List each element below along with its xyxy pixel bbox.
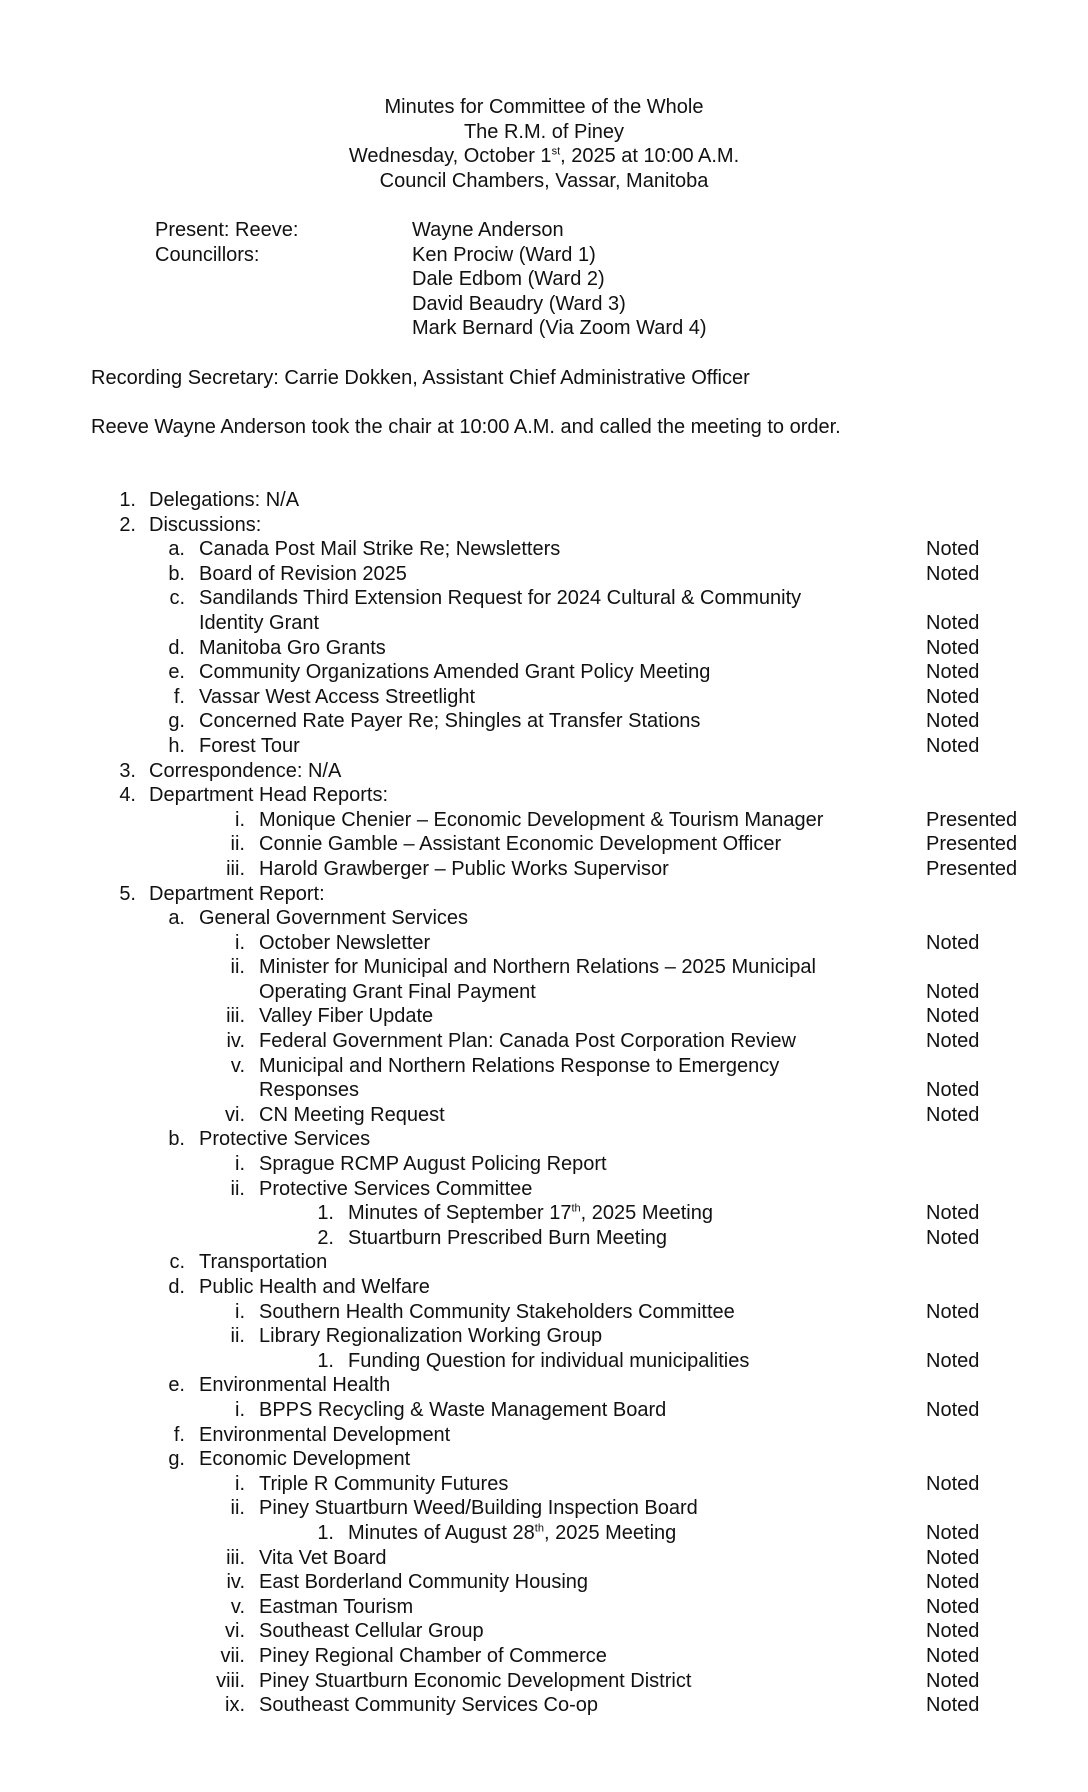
- agenda-item-title-cont: , 2025 Meeting: [543, 1521, 677, 1544]
- agenda-item: [0, 808, 1088, 833]
- reeve-label: Present: Reeve:: [155, 219, 299, 241]
- agenda-item: [0, 1349, 1088, 1374]
- agenda-item-number: i.: [235, 1153, 245, 1176]
- agenda-item-text: [259, 931, 430, 956]
- agenda-item-text: [259, 1496, 698, 1521]
- agenda-item-text: [259, 1595, 413, 1620]
- agenda-item: [0, 1398, 1088, 1423]
- agenda-item-title: Municipal and Northern Relations Response to Emergency: [259, 1054, 780, 1077]
- agenda-item-text: [199, 1275, 430, 1300]
- agenda-item: [0, 1152, 1088, 1177]
- header-title: Minutes for Committee of the Whole: [384, 96, 704, 118]
- agenda-item: [0, 1447, 1088, 1472]
- agenda-item-title: Environmental Development: [199, 1423, 451, 1446]
- agenda-item-title: Southern Health Community Stakeholders Committee: [259, 1300, 735, 1323]
- agenda-item-text: [199, 1423, 450, 1448]
- call-to-order: Reeve Wayne Anderson took the chair at 10:00 A.M. and called the meeting to order.: [91, 416, 841, 438]
- agenda-item-text: [149, 882, 325, 907]
- attendance-block: [0, 218, 1088, 341]
- agenda-item-title: CN Meeting Request: [259, 1103, 445, 1126]
- agenda-item-text: [199, 611, 319, 636]
- agenda-item-text: [259, 1004, 433, 1029]
- agenda-item-text: [259, 832, 781, 857]
- agenda-item-text: [259, 1472, 508, 1497]
- agenda-item-title: East Borderland Community Housing: [259, 1571, 589, 1594]
- agenda-item-number: b.: [168, 1128, 185, 1151]
- recording-secretary: Recording Secretary: Carrie Dokken, Assistant Chief Administrative Officer: [91, 367, 750, 389]
- agenda-item-status: Noted: [926, 636, 980, 659]
- agenda-item-number: 4.: [119, 784, 136, 807]
- agenda-item: [0, 1226, 1088, 1251]
- agenda-item: [0, 537, 1088, 562]
- agenda-list: [0, 488, 1088, 1718]
- agenda-item-text: [259, 1669, 691, 1694]
- agenda-item-number: iii.: [226, 857, 245, 880]
- agenda-item-title: Responses: [259, 1079, 360, 1102]
- agenda-item-number: h.: [168, 734, 185, 757]
- agenda-item-number: vi.: [225, 1103, 245, 1126]
- agenda-item-title: Southeast Cellular Group: [259, 1620, 484, 1643]
- agenda-item-number: vi.: [225, 1620, 245, 1643]
- agenda-item-number: 1.: [317, 1521, 334, 1544]
- agenda-item-number: a.: [168, 538, 185, 561]
- agenda-item-number: ii.: [230, 833, 245, 856]
- councillor-name: David Beaudry (Ward 3): [412, 292, 626, 315]
- agenda-item-text: [199, 906, 468, 931]
- ordinal-suffix: th: [534, 1522, 544, 1535]
- reeve-name: Wayne Anderson: [412, 219, 564, 241]
- agenda-item-title: Protective Services Committee: [259, 1177, 533, 1200]
- agenda-item-number: g.: [168, 1448, 185, 1471]
- agenda-item: [0, 906, 1088, 931]
- councillor-name: Dale Edbom (Ward 2): [412, 268, 605, 291]
- agenda-item: [0, 1570, 1088, 1595]
- agenda-item-number: c.: [169, 1251, 185, 1274]
- agenda-item-text: [259, 1398, 666, 1423]
- agenda-item-number: ii.: [230, 1325, 245, 1348]
- agenda-item: [0, 1521, 1088, 1546]
- agenda-item-number: 1.: [317, 1202, 334, 1225]
- agenda-item-title-cont: , 2025 Meeting: [580, 1202, 713, 1225]
- agenda-item-text: [348, 1201, 713, 1226]
- agenda-item-number: 1.: [119, 489, 136, 511]
- agenda-item-status: Noted: [926, 685, 980, 708]
- agenda-item-title: Transportation: [199, 1251, 328, 1274]
- agenda-item-title: Discussions:: [149, 513, 262, 536]
- attendance-row-councillor: [0, 267, 1088, 292]
- agenda-item-number: f.: [173, 1423, 185, 1446]
- agenda-item-title: Eastman Tourism: [259, 1595, 414, 1618]
- agenda-item-text: [149, 488, 299, 513]
- councillor-name: Ken Prociw (Ward 1): [412, 243, 596, 266]
- agenda-item: [0, 857, 1088, 882]
- agenda-item: [0, 1324, 1088, 1349]
- agenda-item-number: g.: [168, 710, 185, 733]
- agenda-item-number: ix.: [225, 1694, 245, 1717]
- agenda-item-text: [199, 636, 386, 661]
- agenda-item-title: Operating Grant Final Payment: [259, 980, 536, 1003]
- agenda-item-number: ii.: [230, 1497, 245, 1520]
- agenda-item-number: viii.: [216, 1669, 245, 1692]
- agenda-item: [0, 660, 1088, 685]
- agenda-item-status: Noted: [926, 734, 980, 757]
- agenda-item-number: iv.: [226, 1571, 245, 1594]
- agenda-item-status: Noted: [926, 1644, 980, 1667]
- agenda-item-text: [199, 1373, 390, 1398]
- agenda-item-text: [259, 1177, 532, 1202]
- agenda-item-text: [259, 1570, 588, 1595]
- agenda-item-status: Noted: [926, 562, 980, 585]
- agenda-item-title: Stuartburn Prescribed Burn Meeting: [348, 1226, 668, 1249]
- agenda-item-status: Noted: [926, 1300, 980, 1323]
- agenda-item: [0, 1472, 1088, 1497]
- agenda-item-title: Southeast Community Services Co-op: [259, 1694, 599, 1717]
- agenda-item: [0, 685, 1088, 710]
- agenda-item-text: [199, 1447, 410, 1472]
- agenda-item-text: [348, 1521, 676, 1546]
- agenda-item-title: Minutes of September 17: [348, 1202, 572, 1225]
- agenda-item-status: Noted: [926, 661, 980, 684]
- agenda-item-text: [259, 1546, 387, 1571]
- agenda-item: [0, 759, 1088, 784]
- header-date-suffix: st: [551, 145, 561, 158]
- agenda-item-text: [199, 685, 475, 710]
- agenda-item-status: Noted: [926, 1030, 980, 1053]
- attendance-row-councillor: [0, 292, 1088, 317]
- agenda-item-status: Noted: [926, 980, 980, 1003]
- agenda-item: [0, 832, 1088, 857]
- agenda-item-title: Vassar West Access Streetlight: [199, 685, 476, 708]
- agenda-item-title: Economic Development: [199, 1448, 411, 1471]
- agenda-item-text: [149, 513, 261, 538]
- agenda-item: [0, 513, 1088, 538]
- agenda-item-text: [259, 1324, 602, 1349]
- agenda-item: [0, 1250, 1088, 1275]
- agenda-item-number: 5.: [119, 882, 136, 905]
- agenda-item: [0, 1078, 1088, 1103]
- agenda-item: [0, 709, 1088, 734]
- agenda-item: [0, 1054, 1088, 1079]
- agenda-item-number: iv.: [226, 1030, 245, 1053]
- agenda-item-title: Board of Revision 2025: [199, 562, 407, 585]
- agenda-item-text: [259, 1054, 779, 1079]
- agenda-item-number: v.: [230, 1054, 245, 1077]
- agenda-item-number: f.: [173, 685, 185, 708]
- agenda-item-text: [259, 1300, 735, 1325]
- agenda-item-number: b.: [168, 562, 185, 585]
- councillors-label: Councillors:: [155, 243, 260, 266]
- agenda-item-text: [259, 1152, 607, 1177]
- agenda-item-status: Presented: [926, 857, 1018, 880]
- agenda-item-text: [199, 1127, 370, 1152]
- agenda-item-title: Correspondence: N/A: [149, 759, 342, 782]
- agenda-item-number: vii.: [220, 1644, 245, 1667]
- agenda-item-status: Noted: [926, 611, 980, 634]
- header-date-time: , 2025 at 10:00 A.M.: [560, 145, 740, 168]
- agenda-item-title: Monique Chenier – Economic Development & Tourism Manager: [259, 808, 824, 831]
- agenda-item: [0, 1275, 1088, 1300]
- agenda-item-status: Noted: [926, 538, 980, 561]
- agenda-item-text: [199, 734, 300, 759]
- agenda-item-text: [259, 1078, 359, 1103]
- agenda-item: [0, 1127, 1088, 1152]
- agenda-item: [0, 488, 1088, 513]
- agenda-item: [0, 1103, 1088, 1128]
- agenda-item-text: [259, 808, 823, 833]
- agenda-item-title: Identity Grant: [199, 611, 320, 634]
- agenda-item-status: Presented: [926, 833, 1018, 856]
- agenda-item-number: ii.: [230, 956, 245, 979]
- agenda-item-status: Noted: [926, 1349, 980, 1372]
- agenda-item-text: [259, 857, 669, 882]
- agenda-item-number: d.: [168, 1276, 185, 1298]
- attendance-row-councillor: [0, 243, 1088, 268]
- agenda-item-status: Noted: [926, 1669, 980, 1692]
- agenda-item-text: [199, 1250, 327, 1275]
- agenda-item-title: Connie Gamble – Assistant Economic Development Officer: [259, 833, 782, 856]
- agenda-item-text: [259, 980, 536, 1005]
- agenda-item-title: October Newsletter: [259, 931, 431, 954]
- agenda-item-number: iii.: [226, 1546, 245, 1569]
- agenda-item-title: Federal Government Plan: Canada Post Corporation Review: [259, 1030, 796, 1053]
- agenda-item-status: Noted: [926, 1521, 980, 1544]
- header-location: Council Chambers, Vassar, Manitoba: [379, 169, 709, 192]
- agenda-item-title: Canada Post Mail Strike Re; Newsletters: [199, 538, 561, 561]
- agenda-item: [0, 1496, 1088, 1521]
- agenda-item: [0, 1669, 1088, 1694]
- agenda-item-title: Protective Services: [199, 1128, 371, 1151]
- agenda-item-title: General Government Services: [199, 907, 469, 930]
- agenda-item-text: [199, 586, 801, 611]
- agenda-item-title: Piney Stuartburn Economic Development District: [259, 1669, 692, 1692]
- agenda-item-title: Minutes of August 28: [348, 1521, 535, 1544]
- agenda-item: [0, 1300, 1088, 1325]
- attendance-row-reeve: [0, 218, 1088, 243]
- agenda-item: [0, 1373, 1088, 1398]
- agenda-item-title: Valley Fiber Update: [259, 1005, 434, 1028]
- agenda-item-number: i.: [235, 931, 245, 954]
- councillor-name: Mark Bernard (Via Zoom Ward 4): [412, 317, 707, 340]
- agenda-item-text: [259, 1693, 598, 1718]
- agenda-item-title: Manitoba Gro Grants: [199, 636, 386, 659]
- agenda-item-text: [149, 783, 388, 808]
- ordinal-suffix: th: [571, 1202, 581, 1215]
- agenda-item-text: [149, 759, 341, 784]
- agenda-item: [0, 1177, 1088, 1202]
- agenda-item: [0, 1693, 1088, 1718]
- agenda-item-number: e.: [168, 661, 185, 684]
- agenda-item-number: i.: [235, 808, 245, 831]
- agenda-item: [0, 931, 1088, 956]
- agenda-item: [0, 1004, 1088, 1029]
- agenda-item-number: i.: [235, 1472, 245, 1495]
- agenda-item: [0, 980, 1088, 1005]
- agenda-item-title: Concerned Rate Payer Re; Shingles at Transfer Stations: [199, 710, 701, 733]
- agenda-item-number: 1.: [317, 1349, 334, 1372]
- agenda-item-title: Sandilands Third Extension Request for 2024 Cultural & Community: [199, 587, 802, 610]
- agenda-item-status: Noted: [926, 1226, 980, 1249]
- agenda-item-text: [199, 562, 407, 587]
- agenda-item-title: Department Head Reports:: [149, 784, 389, 807]
- agenda-item-title: Funding Question for individual municipalities: [348, 1349, 750, 1372]
- agenda-item-status: Noted: [926, 1571, 980, 1594]
- agenda-item-title: Forest Tour: [199, 734, 300, 757]
- agenda-item-title: Department Report:: [149, 882, 325, 905]
- agenda-item-text: [199, 537, 560, 562]
- agenda-item-title: Library Regionalization Working Group: [259, 1325, 603, 1348]
- agenda-item-number: c.: [169, 587, 185, 610]
- agenda-item-number: d.: [168, 636, 185, 659]
- agenda-item-status: Noted: [926, 1005, 980, 1028]
- agenda-item-number: 2.: [119, 513, 136, 536]
- agenda-item-title: Triple R Community Futures: [259, 1472, 509, 1495]
- agenda-item-title: Environmental Health: [199, 1374, 391, 1397]
- agenda-item-number: ii.: [230, 1177, 245, 1200]
- agenda-item-text: [259, 1644, 607, 1669]
- agenda-item-status: Presented: [926, 808, 1018, 831]
- agenda-item: [0, 1595, 1088, 1620]
- agenda-item-text: [199, 709, 700, 734]
- agenda-item: [0, 1644, 1088, 1669]
- agenda-item-status: Noted: [926, 1103, 980, 1126]
- agenda-item-title: Community Organizations Amended Grant Policy Meeting: [199, 661, 711, 684]
- agenda-item: [0, 783, 1088, 808]
- agenda-item: [0, 955, 1088, 980]
- agenda-item-title: Vita Vet Board: [259, 1546, 387, 1569]
- agenda-item-status: Noted: [926, 710, 980, 733]
- attendance-row-councillor: [0, 316, 1088, 341]
- agenda-item-number: 2.: [317, 1226, 334, 1249]
- document-header: [0, 95, 1088, 193]
- agenda-item: [0, 562, 1088, 587]
- agenda-item-number: i.: [235, 1300, 245, 1323]
- agenda-item-status: Noted: [926, 1546, 980, 1569]
- agenda-item-title: Harold Grawberger – Public Works Supervisor: [259, 857, 669, 880]
- agenda-item-status: Noted: [926, 1620, 980, 1643]
- agenda-item-text: [259, 1619, 484, 1644]
- agenda-item-number: v.: [230, 1595, 245, 1618]
- agenda-item-status: Noted: [926, 931, 980, 954]
- agenda-item-title: Public Health and Welfare: [199, 1276, 430, 1298]
- agenda-item: [0, 1619, 1088, 1644]
- agenda-item: [0, 636, 1088, 661]
- agenda-item-text: [348, 1226, 667, 1251]
- agenda-item-text: [259, 1103, 445, 1128]
- agenda-item-title: Delegations: N/A: [149, 489, 300, 511]
- agenda-item-title: Minister for Municipal and Northern Relations – 2025 Municipal: [259, 956, 816, 979]
- agenda-item-status: Noted: [926, 1694, 980, 1717]
- agenda-item-title: Piney Regional Chamber of Commerce: [259, 1644, 607, 1667]
- header-municipality: The R.M. of Piney: [463, 120, 625, 143]
- agenda-item: [0, 882, 1088, 907]
- agenda-item-status: Noted: [926, 1472, 980, 1495]
- agenda-item-text: [259, 1029, 796, 1054]
- agenda-item-title: BPPS Recycling & Waste Management Board: [259, 1398, 667, 1421]
- agenda-item-number: a.: [168, 907, 185, 930]
- agenda-item-title: Sprague RCMP August Policing Report: [259, 1153, 607, 1176]
- agenda-item-number: 3.: [119, 759, 136, 782]
- agenda-item: [0, 1423, 1088, 1448]
- agenda-item-number: iii.: [226, 1005, 245, 1028]
- agenda-item: [0, 1029, 1088, 1054]
- agenda-item: [0, 734, 1088, 759]
- agenda-item-number: i.: [235, 1398, 245, 1421]
- agenda-item-title: Piney Stuartburn Weed/Building Inspection Board: [259, 1497, 698, 1520]
- agenda-item-status: Noted: [926, 1595, 980, 1618]
- agenda-item-status: Noted: [926, 1202, 980, 1225]
- agenda-item-text: [199, 660, 710, 685]
- agenda-item: [0, 586, 1088, 611]
- agenda-item-text: [348, 1349, 749, 1374]
- agenda-item-status: Noted: [926, 1398, 980, 1421]
- header-date: [0, 144, 1088, 169]
- agenda-item-number: e.: [168, 1374, 185, 1397]
- agenda-item: [0, 1201, 1088, 1226]
- header-date-text: Wednesday, October 1: [348, 145, 552, 168]
- agenda-item-text: [259, 955, 816, 980]
- agenda-item: [0, 611, 1088, 636]
- agenda-item-status: Noted: [926, 1079, 980, 1102]
- agenda-item: [0, 1546, 1088, 1571]
